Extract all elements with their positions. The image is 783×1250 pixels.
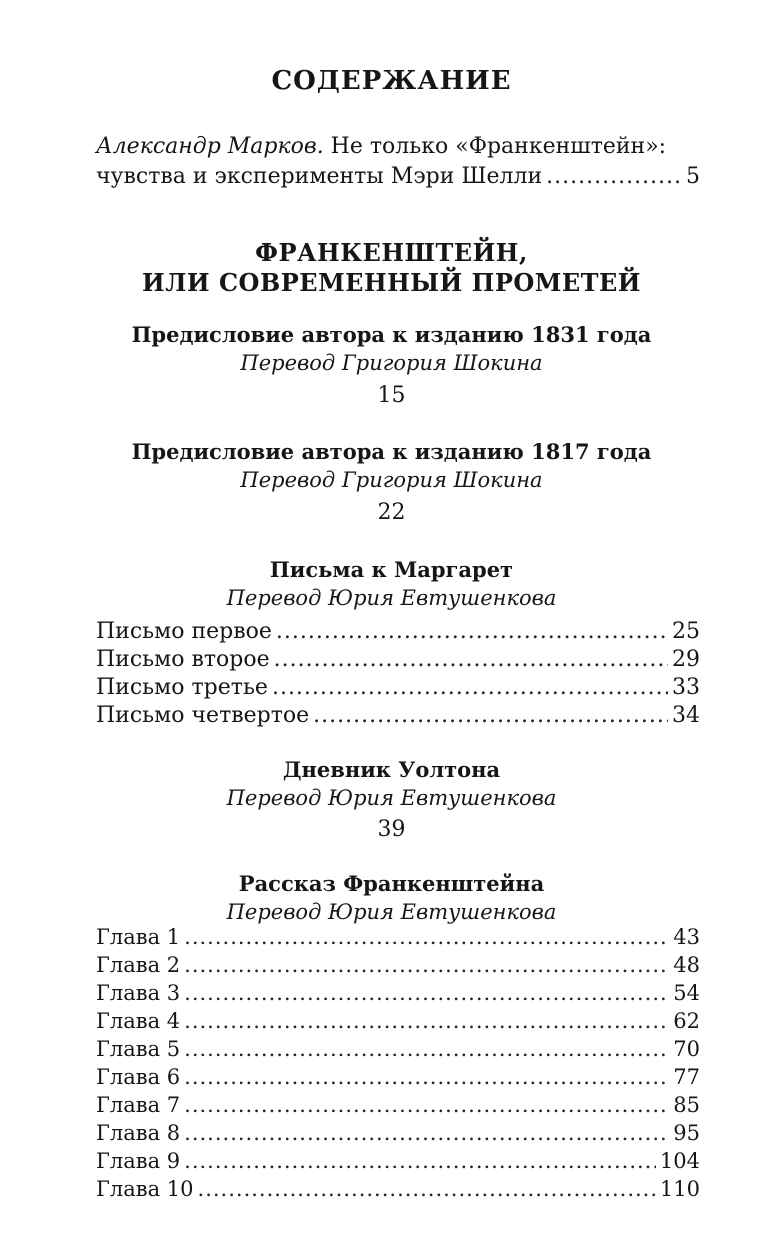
chapter-page: 70 bbox=[673, 1037, 700, 1061]
chapter-page: 85 bbox=[673, 1093, 700, 1117]
diary-title[interactable]: Дневник Уолтона bbox=[282, 757, 501, 782]
page-title: СОДЕРЖАНИЕ bbox=[271, 66, 512, 96]
preface-1817-page: 22 bbox=[377, 500, 406, 525]
leader-dots bbox=[272, 673, 668, 703]
intro-page: 5 bbox=[686, 164, 700, 189]
preface-1831-page: 15 bbox=[377, 383, 406, 408]
chapter-page: 54 bbox=[673, 981, 700, 1005]
chapter-page: 104 bbox=[659, 1149, 700, 1173]
preface-1831-translator: Перевод Григория Шокина bbox=[240, 351, 543, 375]
letter-page: 33 bbox=[672, 675, 700, 700]
leader-dots bbox=[546, 162, 682, 192]
letter-entry[interactable] bbox=[96, 617, 700, 647]
letters-translator: Перевод Юрия Евтушенкова bbox=[226, 586, 557, 610]
leader-dots bbox=[276, 617, 668, 647]
chapter-entry[interactable] bbox=[96, 1034, 700, 1064]
intro-title-part2: чувства и эксперименты Мэри Шелли bbox=[96, 164, 543, 189]
chapter-page: 77 bbox=[673, 1065, 700, 1089]
leader-dots bbox=[184, 1090, 669, 1120]
leader-dots bbox=[184, 1146, 656, 1176]
letter-page: 25 bbox=[672, 619, 700, 644]
letter-label: Письмо третье bbox=[96, 675, 268, 700]
preface-1817-translator: Перевод Григория Шокина bbox=[240, 468, 543, 492]
preface-1831-title[interactable]: Предисловие автора к изданию 1831 года bbox=[131, 322, 652, 347]
chapter-page: 110 bbox=[659, 1177, 700, 1201]
chapter-entry[interactable] bbox=[96, 922, 700, 952]
leader-dots bbox=[184, 922, 669, 952]
letter-entry[interactable] bbox=[96, 645, 700, 675]
intro-line-1 bbox=[96, 132, 666, 162]
leader-dots bbox=[184, 1118, 669, 1148]
chapter-label: Глава 3 bbox=[96, 981, 181, 1005]
chapter-entry[interactable] bbox=[96, 1118, 700, 1148]
intro-title-part1: Не только «Франкенштейн»: bbox=[323, 134, 667, 159]
chapter-entry[interactable] bbox=[96, 1090, 700, 1120]
leader-dots bbox=[184, 1006, 669, 1036]
leader-dots bbox=[313, 701, 668, 731]
chapter-page: 95 bbox=[673, 1121, 700, 1145]
chapter-page: 48 bbox=[673, 953, 700, 977]
chapter-label: Глава 2 bbox=[96, 953, 181, 977]
leader-dots bbox=[184, 1034, 669, 1064]
letter-entry[interactable] bbox=[96, 701, 700, 731]
diary-page: 39 bbox=[377, 817, 406, 842]
chapter-label: Глава 7 bbox=[96, 1093, 181, 1117]
leader-dots bbox=[274, 645, 668, 675]
part-title-line-2: ИЛИ СОВРЕМЕННЫЙ ПРОМЕТЕЙ bbox=[142, 268, 641, 297]
preface-1817-title[interactable]: Предисловие автора к изданию 1817 года bbox=[131, 439, 652, 464]
chapter-label: Глава 5 bbox=[96, 1037, 181, 1061]
story-title[interactable]: Рассказ Франкенштейна bbox=[238, 871, 545, 896]
part-title-line-1: ФРАНКЕНШТЕЙН, bbox=[255, 238, 528, 267]
diary-translator: Перевод Юрия Евтушенкова bbox=[226, 786, 557, 810]
letter-page: 34 bbox=[672, 703, 700, 728]
chapter-page: 43 bbox=[673, 925, 700, 949]
intro-line-2[interactable] bbox=[96, 162, 700, 192]
chapter-label: Глава 10 bbox=[96, 1177, 194, 1201]
intro-author: Александр Марков. bbox=[96, 134, 324, 159]
leader-dots bbox=[184, 1062, 669, 1092]
chapter-entry[interactable] bbox=[96, 1006, 700, 1036]
chapter-label: Глава 6 bbox=[96, 1065, 181, 1089]
story-translator: Перевод Юрия Евтушенкова bbox=[226, 900, 557, 924]
letter-label: Письмо первое bbox=[96, 619, 272, 644]
letters-title[interactable]: Письма к Маргарет bbox=[269, 557, 514, 582]
letter-label: Письмо второе bbox=[96, 647, 270, 672]
leader-dots bbox=[184, 978, 669, 1008]
letter-page: 29 bbox=[672, 647, 700, 672]
letter-label: Письмо четвертое bbox=[96, 703, 310, 728]
chapter-label: Глава 1 bbox=[96, 925, 181, 949]
leader-dots bbox=[184, 950, 669, 980]
chapter-page: 62 bbox=[673, 1009, 700, 1033]
leader-dots bbox=[198, 1174, 656, 1204]
chapter-entry[interactable] bbox=[96, 978, 700, 1008]
chapter-label: Глава 4 bbox=[96, 1009, 181, 1033]
letter-entry[interactable] bbox=[96, 673, 700, 703]
chapter-entry[interactable] bbox=[96, 1146, 700, 1176]
chapter-label: Глава 9 bbox=[96, 1149, 181, 1173]
chapter-entry[interactable] bbox=[96, 950, 700, 980]
chapter-entry[interactable] bbox=[96, 1062, 700, 1092]
chapter-entry[interactable] bbox=[96, 1174, 700, 1204]
chapter-label: Глава 8 bbox=[96, 1121, 181, 1145]
